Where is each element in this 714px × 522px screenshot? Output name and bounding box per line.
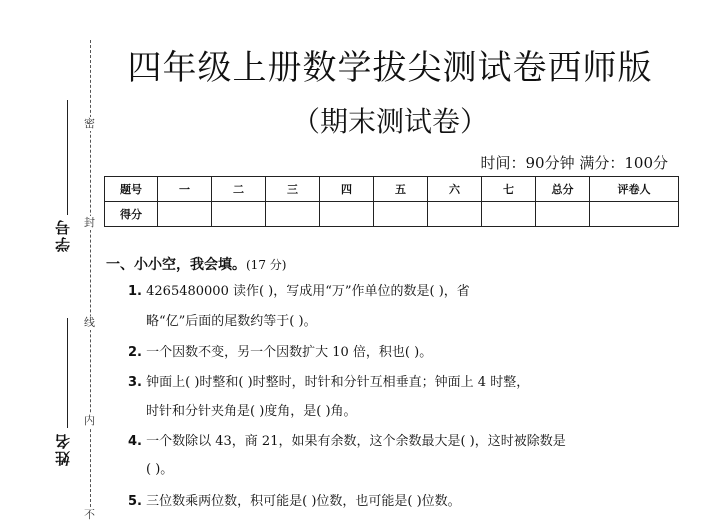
name-label: 姓名 (54, 432, 72, 466)
margin-char-mi: 密 (84, 117, 95, 130)
score-table (104, 176, 679, 227)
question-3-line-1 (128, 375, 529, 391)
score-header-cell: 七 (482, 177, 536, 202)
score-cell[interactable] (212, 202, 266, 227)
question-number: 3. (128, 375, 142, 390)
time-score-info: 时间：90分钟 满分：100分 (480, 154, 668, 172)
score-table-header-row (105, 177, 679, 202)
score-header-cell: 五 (374, 177, 428, 202)
question-3-line-2: 时针和分针夹角是( )度角，是( )角。 (146, 404, 357, 419)
score-header-cell: 评卷人 (590, 177, 679, 202)
margin-char-xian: 线 (84, 316, 95, 329)
score-cell[interactable] (536, 202, 590, 227)
score-header-cell: 一 (158, 177, 212, 202)
question-4-line-2: ( )。 (146, 462, 174, 477)
question-5-line-1 (128, 494, 461, 510)
question-text: 钟面上( )时整和( )时整时，时针和分针互相垂直；钟面上 4 时整， (146, 375, 530, 390)
section-1-heading (106, 254, 286, 274)
score-cell[interactable] (266, 202, 320, 227)
score-header-cell: 题号 (105, 177, 158, 202)
section-1-title: 一、小小空，我会填。 (106, 257, 246, 273)
score-cell[interactable] (158, 202, 212, 227)
question-number: 2. (128, 345, 142, 360)
score-header-cell: 总分 (536, 177, 590, 202)
score-header-cell: 三 (266, 177, 320, 202)
student-id-blank-line[interactable] (67, 100, 68, 215)
question-1-line-1 (128, 284, 470, 300)
score-header-cell: 六 (428, 177, 482, 202)
score-cell[interactable] (374, 202, 428, 227)
question-number: 1. (128, 284, 142, 299)
score-row-label: 得分 (105, 202, 158, 227)
score-table-score-row (105, 202, 679, 227)
page-subtitle: （期末测试卷） (291, 105, 488, 138)
question-text: 4265480000 读作( )，写成用“万”作单位的数是( )，省 (146, 284, 470, 299)
score-cell[interactable] (590, 202, 679, 227)
question-number: 4. (128, 434, 142, 449)
margin-char-feng: 封 (84, 216, 95, 229)
name-blank-line[interactable] (67, 318, 68, 428)
page-title: 四年级上册数学拔尖测试卷西师版 (127, 48, 653, 88)
question-4-line-1 (128, 434, 566, 450)
question-text: 一个数除以 43，商 21，如果有余数，这个余数最大是( )，这时被除数是 (146, 434, 566, 449)
question-text: 一个因数不变，另一个因数扩大 10 倍，积也( )。 (146, 345, 433, 360)
student-id-label: 学号 (54, 218, 72, 252)
score-cell[interactable] (320, 202, 374, 227)
binding-dashed-line (90, 40, 91, 517)
section-1-points: (17 分) (246, 258, 287, 272)
question-2-line-1 (128, 345, 432, 361)
score-header-cell: 四 (320, 177, 374, 202)
score-cell[interactable] (428, 202, 482, 227)
question-text: 三位数乘两位数，积可能是( )位数，也可能是( )位数。 (146, 494, 461, 509)
margin-char-nei: 内 (84, 414, 95, 427)
question-number: 5. (128, 494, 142, 509)
margin-char-bu: 不 (84, 508, 95, 521)
score-header-cell: 二 (212, 177, 266, 202)
score-cell[interactable] (482, 202, 536, 227)
question-1-line-2: 略“亿”后面的尾数约等于( )。 (146, 314, 317, 329)
